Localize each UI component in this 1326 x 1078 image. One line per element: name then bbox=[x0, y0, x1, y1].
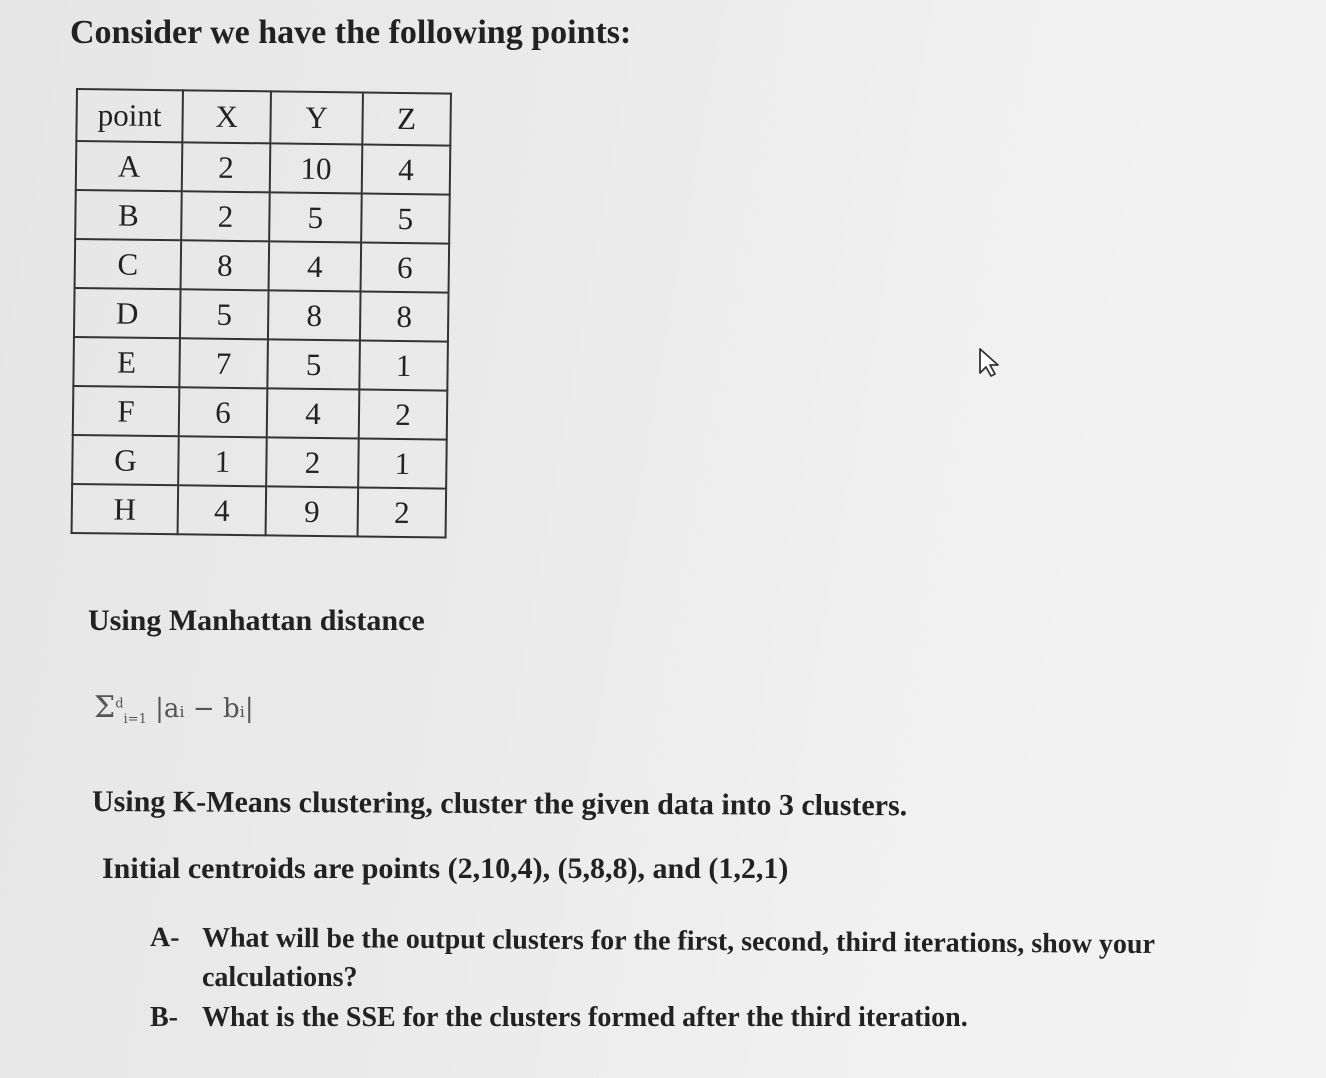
cell-point: C bbox=[75, 239, 182, 289]
cell-point: E bbox=[73, 337, 180, 387]
table-row bbox=[72, 484, 447, 538]
initial-centroids: Initial centroids are points (2,10,4), (5,8,8), and (1,2,1) bbox=[102, 852, 789, 885]
mouse-pointer-icon bbox=[970, 343, 1010, 383]
cell-y: 9 bbox=[266, 486, 359, 536]
question-a-text: What will be the output clusters for the first, second, third iterations, show your bbox=[201, 922, 1156, 961]
cell-y: 2 bbox=[266, 437, 359, 487]
formula-sigma: Σ bbox=[94, 690, 116, 725]
header-point: point bbox=[76, 89, 183, 142]
table-row bbox=[73, 337, 448, 391]
formula-lower-limit: i=1 bbox=[123, 712, 147, 728]
cell-z: 2 bbox=[359, 389, 448, 439]
header-z: Z bbox=[362, 93, 451, 146]
cell-z: 6 bbox=[361, 242, 450, 292]
cell-x: 2 bbox=[182, 142, 271, 192]
question-b-text: What is the SSE for the clusters formed after the third iteration. bbox=[202, 1002, 968, 1033]
table-row bbox=[76, 141, 451, 195]
table-row bbox=[73, 386, 448, 440]
question-a-letter: A- bbox=[149, 922, 180, 954]
question-b bbox=[150, 1002, 968, 1034]
cell-point: A bbox=[76, 141, 183, 191]
kmeans-instruction: Using K-Means clustering, cluster the given data into 3 clusters. bbox=[91, 785, 908, 823]
cell-z: 1 bbox=[358, 438, 447, 488]
cell-z: 8 bbox=[360, 291, 449, 341]
table-header-row bbox=[76, 89, 451, 146]
cell-point: B bbox=[75, 190, 182, 240]
cell-z: 1 bbox=[359, 340, 448, 390]
header-x: X bbox=[182, 90, 271, 143]
cell-x: 6 bbox=[179, 387, 268, 437]
formula-upper-limit: d bbox=[115, 696, 124, 712]
header-y: Y bbox=[270, 91, 363, 144]
points-table bbox=[71, 88, 452, 539]
cell-x: 1 bbox=[178, 436, 267, 486]
cell-y: 4 bbox=[269, 241, 362, 291]
page-heading: Consider we have the following points: bbox=[70, 14, 632, 51]
cell-x: 4 bbox=[178, 485, 267, 535]
cell-y: 4 bbox=[267, 388, 360, 438]
cell-y: 5 bbox=[267, 339, 360, 389]
cell-point: G bbox=[72, 435, 179, 485]
cell-z: 4 bbox=[362, 145, 451, 195]
table-row bbox=[75, 190, 450, 244]
question-a bbox=[150, 922, 1155, 961]
formula-body: |aᵢ − bᵢ| bbox=[155, 694, 254, 724]
cell-x: 8 bbox=[181, 240, 270, 290]
table-row bbox=[74, 288, 449, 342]
table-row bbox=[72, 435, 447, 489]
cell-y: 8 bbox=[268, 290, 361, 340]
cell-x: 5 bbox=[180, 289, 269, 339]
table-row bbox=[75, 239, 450, 293]
cell-z: 5 bbox=[361, 193, 450, 243]
cell-z: 2 bbox=[358, 487, 447, 537]
question-b-letter: B- bbox=[150, 1002, 178, 1033]
cell-point: D bbox=[74, 288, 181, 338]
cell-x: 2 bbox=[181, 191, 270, 241]
manhattan-formula bbox=[94, 690, 254, 727]
cell-point: H bbox=[72, 484, 179, 534]
manhattan-label: Using Manhattan distance bbox=[88, 604, 425, 637]
cell-x: 7 bbox=[179, 338, 268, 388]
cell-y: 5 bbox=[269, 192, 362, 242]
cell-y: 10 bbox=[270, 143, 363, 193]
question-a-continued: calculations? bbox=[202, 962, 358, 993]
cell-point: F bbox=[73, 386, 180, 436]
